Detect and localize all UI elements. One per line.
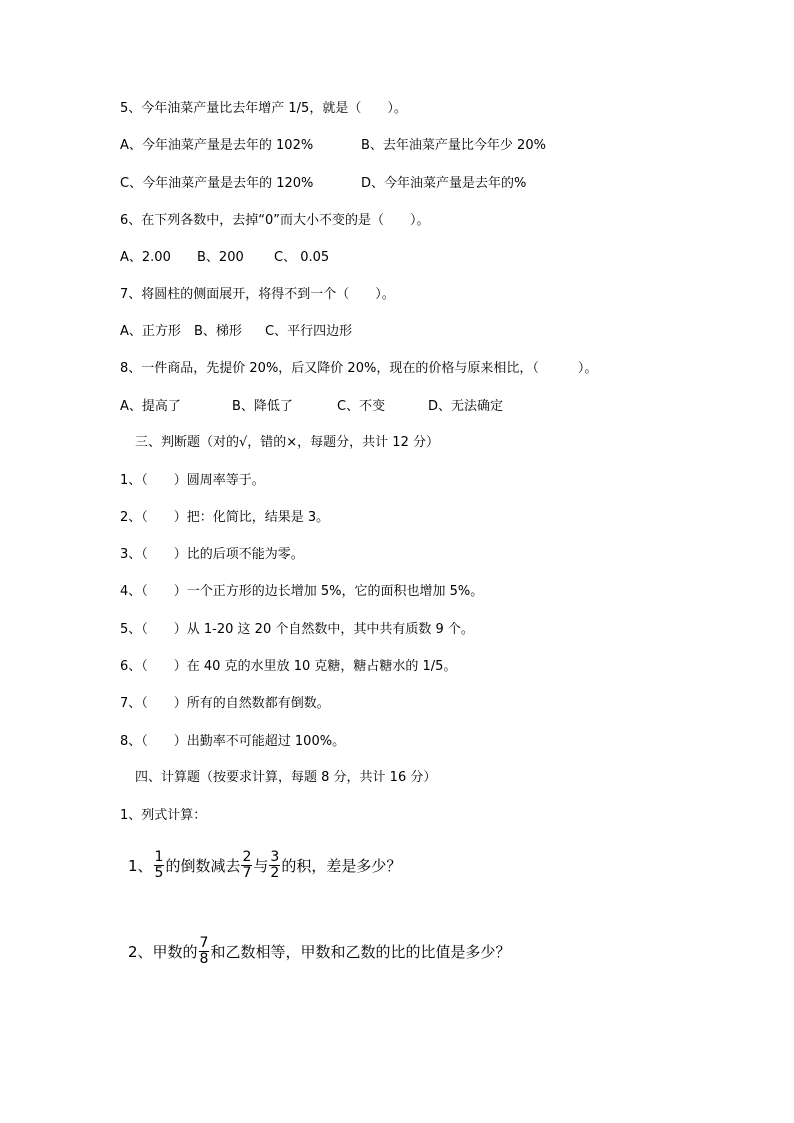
question-5-option-c: C、今年油菜产量是去年的 120% xyxy=(120,176,314,191)
question-8-option-a: A、提高了 xyxy=(120,399,181,414)
fraction-denominator: 2 xyxy=(270,865,280,881)
question-8-option-d: D、无法确定 xyxy=(428,399,504,414)
fraction-1-5 xyxy=(154,850,165,881)
calc-1-text-2: 与 xyxy=(253,857,269,875)
calc-1-suffix: 的积，差是多少？ xyxy=(281,857,402,875)
question-6-option-a: A、2.00 xyxy=(120,250,171,265)
judge-item-8: 8、（ ）出勤率不可能超过 100%。 xyxy=(120,734,346,749)
fraction-numerator: 7 xyxy=(199,935,209,951)
judge-item-2: 2、（ ）把：化简比，结果是 3。 xyxy=(120,510,330,525)
calc-1-text-1: 的倒数减去 xyxy=(165,857,241,875)
fraction-3-2 xyxy=(269,850,280,881)
fraction-denominator: 7 xyxy=(242,865,252,881)
judge-item-6: 6、（ ）在 40 克的水里放 10 克糖，糖占糖水的 1/5。 xyxy=(120,659,457,674)
question-7-option-c: C、平行四边形 xyxy=(265,324,353,339)
fraction-2-7 xyxy=(241,850,252,881)
question-5-option-a: A、今年油菜产量是去年的 102% xyxy=(120,138,314,153)
question-7-stem: 7、将圆柱的侧面展开，将得不到一个（ ）。 xyxy=(120,287,395,302)
fraction-denominator: 8 xyxy=(199,951,209,967)
question-8-option-b: B、降低了 xyxy=(232,399,293,414)
fraction-numerator: 1 xyxy=(154,849,164,865)
fraction-numerator: 3 xyxy=(270,849,280,865)
judge-item-4: 4、（ ）一个正方形的边长增加 5%，它的面积也增加 5%。 xyxy=(120,584,484,599)
fraction-denominator: 5 xyxy=(154,865,164,881)
fraction-numerator: 2 xyxy=(242,849,252,865)
question-8-option-c: C、不变 xyxy=(337,399,386,414)
question-8-stem: 8、一件商品，先提价 20%，后又降价 20%，现在的价格与原来相比，（ ）。 xyxy=(120,361,598,376)
question-7-option-a: A、正方形 xyxy=(120,324,181,339)
question-5-stem: 5、今年油菜产量比去年增产 1/5，就是（ ）。 xyxy=(120,101,407,116)
judge-item-1: 1、（ ）圆周率等于。 xyxy=(120,473,265,488)
calc-2-suffix: 和乙数相等，甲数和乙数的比的比值是多少？ xyxy=(210,943,511,961)
judge-item-3: 3、（ ）比的后项不能为零。 xyxy=(120,547,304,562)
judge-item-7: 7、（ ）所有的自然数都有倒数。 xyxy=(120,696,330,711)
fraction-7-8 xyxy=(199,936,210,967)
section-4-title: 四、计算题（按要求计算，每题 8 分，共计 16 分） xyxy=(135,770,437,785)
judge-item-5: 5、（ ）从 1-20 这 20 个自然数中，其中共有质数 9 个。 xyxy=(120,622,474,637)
calc-2-prefix: 2、甲数的 xyxy=(128,943,198,961)
question-5-option-b: B、去年油菜产量比今年少 20% xyxy=(361,138,546,153)
calc-1-prefix: 1、 xyxy=(128,857,153,875)
calc-problem-1 xyxy=(128,850,401,881)
section-3-title: 三、判断题（对的√，错的×，每题分，共计 12 分） xyxy=(135,435,439,450)
question-6-option-c: C、 0.05 xyxy=(274,250,330,265)
calc-problem-2 xyxy=(128,936,510,967)
question-6-option-b: B、200 xyxy=(197,250,244,265)
question-7-option-b: B、梯形 xyxy=(194,324,242,339)
question-6-stem: 6、在下列各数中，去掉“0”而大小不变的是（ ）。 xyxy=(120,213,430,228)
sub-question-1-label: 1、列式计算： xyxy=(120,808,207,823)
question-5-option-d: D、今年油菜产量是去年的% xyxy=(361,176,527,191)
